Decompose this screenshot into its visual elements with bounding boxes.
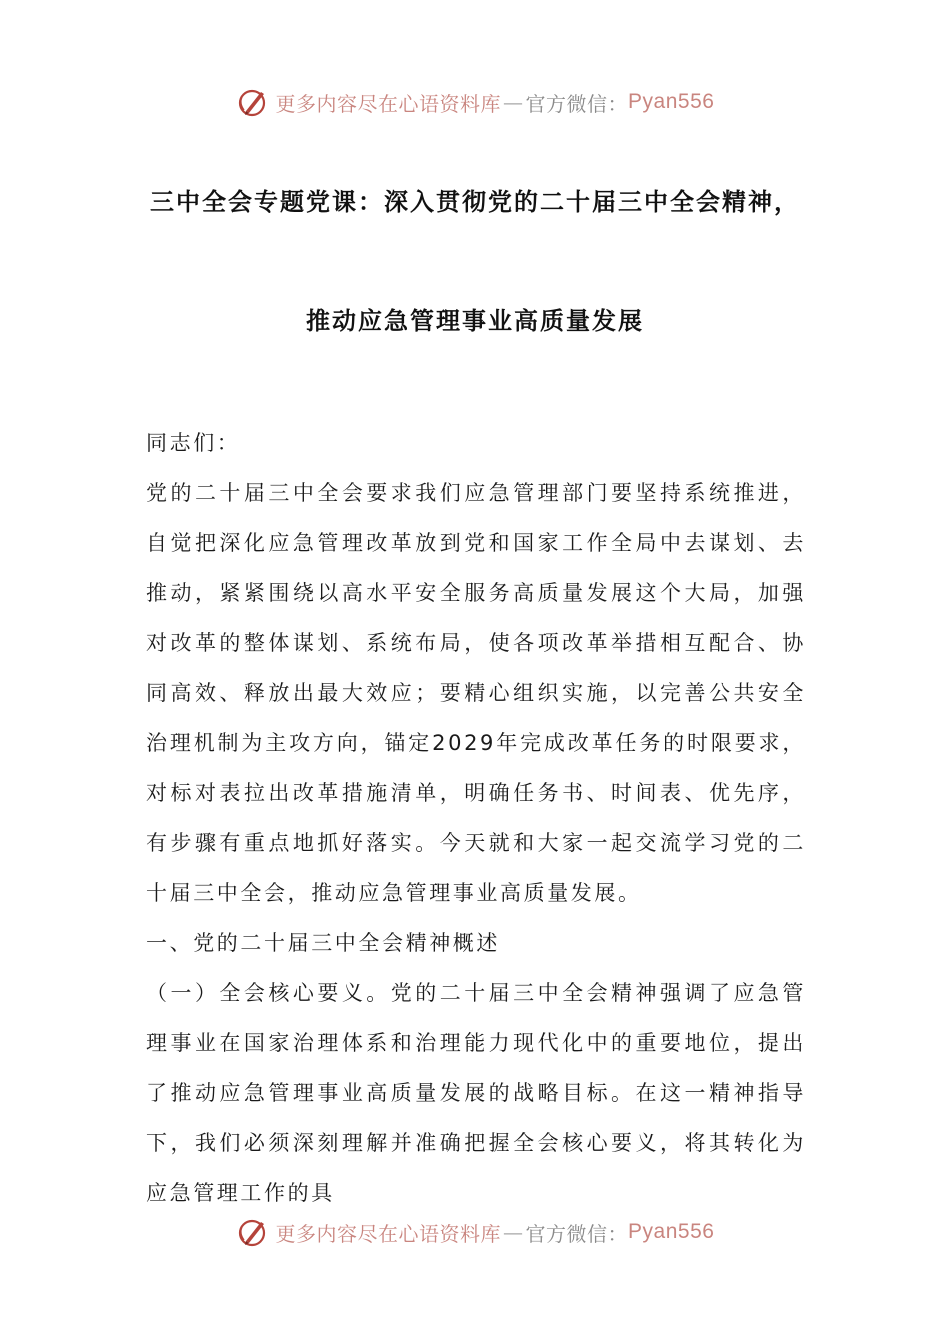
salutation: 同志们： <box>146 431 241 455</box>
watermark-official-label: 官方微信： <box>525 1221 629 1246</box>
watermark-wechat-id: Pyan556 <box>628 1220 715 1243</box>
watermark-site-text: 更多内容尽在心语资料库 <box>275 1221 502 1246</box>
document-title-line-1: 三中全会专题党课：深入贯彻党的二十届三中全会精神， <box>150 188 800 216</box>
watermark-dash: — <box>503 90 524 114</box>
paragraph-core-meaning: （一）全会核心要义。党的二十届三中全会精神强调了应急管理事业在国家治理体系和治理能力现代化中的重要地位，提出了推动应急管理事业高质量发展的战略目标。在这一精神指导下，我们必须深刻理解并准确把握全会核心要义，将其转化为应急管理工作的具 <box>146 981 806 1205</box>
watermark-dash: — <box>503 1220 524 1244</box>
document-title-line-2: 推动应急管理事业高质量发展 <box>306 307 644 335</box>
watermark-site-text: 更多内容尽在心语资料库 <box>275 91 502 116</box>
watermark-official-label: 官方微信： <box>525 91 629 116</box>
document-body <box>146 418 806 1218</box>
watermark-wechat-id: Pyan556 <box>628 90 715 113</box>
pen-circle-logo-icon <box>236 85 270 119</box>
header-watermark <box>0 82 950 122</box>
paragraph-intro: 党的二十届三中全会要求我们应急管理部门要坚持系统推进，自觉把深化应急管理改革放到党和国家工作全局中去谋划、去推动，紧紧围绕以高水平安全服务高质量发展这个大局，加强对改革的整体谋划、系统布局，使各项改革举措相互配合、协同高效、释放出最大效应；要精心组织实施，以完善公共安全治理机制为主攻方向，锚定2029年完成改革任务的时限要求，对标对表拉出改革措施清单，明确任务书、时间表、优先序，有步骤有重点地抓好落实。今天就和大家一起交流学习党的二十届三中全会，推动应急管理事业高质量发展。 <box>146 481 806 905</box>
section-heading-1: 一、党的二十届三中全会精神概述 <box>146 931 500 955</box>
footer-watermark <box>0 1212 950 1252</box>
pen-circle-logo-icon <box>236 1215 270 1249</box>
